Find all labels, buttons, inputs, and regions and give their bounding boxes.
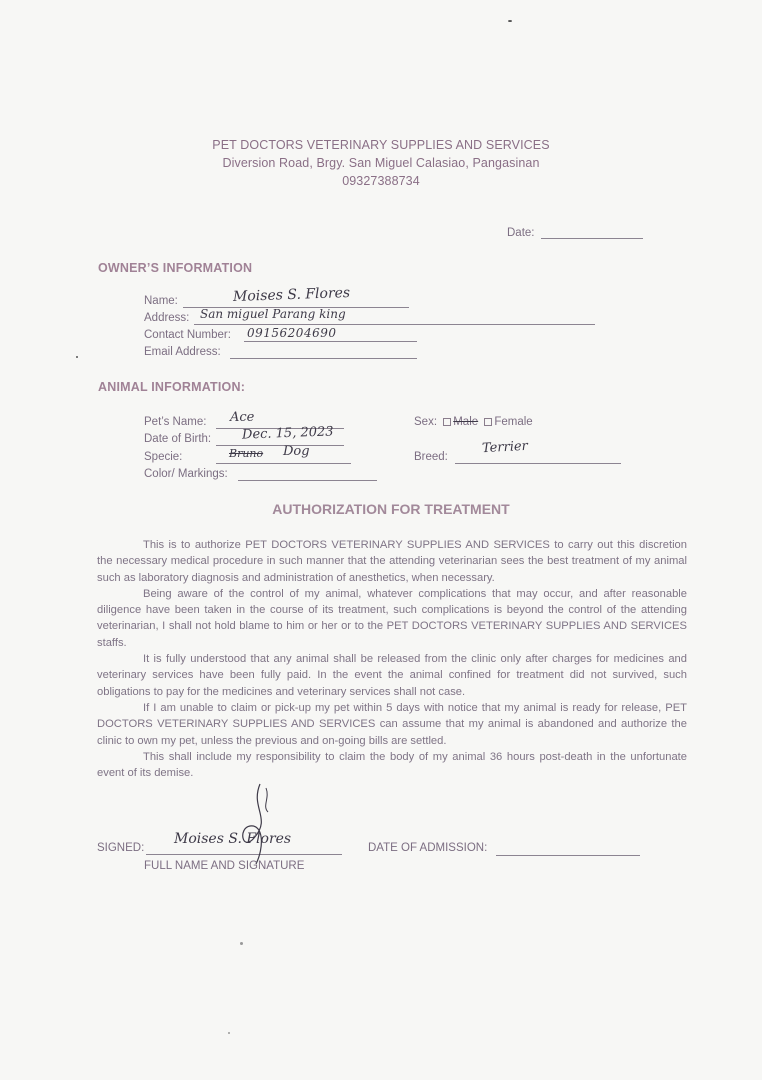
email-label: Email Address: — [144, 346, 221, 358]
authorization-body — [97, 537, 687, 781]
scan-speck — [240, 942, 243, 945]
date-label: Date: — [507, 227, 535, 239]
female-checkbox[interactable] — [484, 418, 492, 426]
email-field[interactable] — [230, 358, 417, 359]
sex-label: Sex: — [414, 416, 438, 428]
company-phone: 09327388734 — [342, 174, 420, 188]
date-of-admission-field[interactable] — [496, 855, 640, 856]
dob-handwriting: Dec. 15, 2023 — [241, 424, 334, 443]
scan-speck — [228, 1032, 230, 1034]
company-name: PET DOCTORS VETERINARY SUPPLIES AND SERVICES — [212, 138, 550, 152]
scan-speck — [508, 20, 512, 22]
signed-label: SIGNED: — [97, 842, 145, 854]
scan-speck — [76, 356, 78, 358]
owner-address-handwriting: San miguel Parang king — [200, 307, 346, 321]
pet-name-handwriting: Ace — [230, 410, 255, 425]
animal-heading: ANIMAL INFORMATION: — [98, 380, 246, 394]
specie-struck-handwriting: Bruno — [229, 447, 264, 460]
dob-field[interactable] — [216, 445, 344, 446]
company-address: Diversion Road, Brgy. San Miguel Calasiao, Pangasinan — [222, 156, 540, 170]
pet-name-label: Pet’s Name: — [144, 416, 207, 428]
breed-field[interactable] — [455, 463, 621, 464]
color-markings-field[interactable] — [238, 480, 377, 481]
owner-heading: OWNER’S INFORMATION — [98, 261, 253, 275]
breed-label: Breed: — [414, 451, 448, 463]
authorization-title: AUTHORIZATION FOR TREATMENT — [272, 501, 510, 517]
owner-address-label: Address: — [144, 312, 190, 324]
color-markings-label: Color/ Markings: — [144, 468, 228, 480]
male-checkbox[interactable] — [443, 418, 451, 426]
specie-field[interactable] — [216, 463, 351, 464]
authorization-paragraph: Being aware of the control of my animal, whatever complications that may occur, and after reasonable diligence have been taken in the course of its treatment, such complications is beyond the control of the attending veterinarian, I shall not hold blame to him or her or to the PET DOCTORS VETERINARY SUPPLIES AND SERVICES staffs. — [97, 587, 687, 649]
signature-caption: FULL NAME AND SIGNATURE — [144, 860, 305, 872]
dob-label: Date of Birth: — [144, 433, 212, 445]
male-option-label: Male — [453, 416, 479, 428]
signature-handwriting: Moises S. Flores — [174, 831, 292, 847]
sex-options — [414, 416, 533, 428]
breed-handwriting: Terrier — [481, 438, 529, 457]
contact-number-label: Contact Number: — [144, 329, 231, 341]
owner-name-label: Name: — [144, 295, 178, 307]
authorization-paragraph: If I am unable to claim or pick-up my pet within 5 days with notice that my animal is ready for release, PET DOCTORS VETERINARY SUPPLIES AND SERVICES can assume that my animal is abandoned and authorize the clinic to own my pet, unless the previous and on-going bills are settled. — [97, 701, 687, 747]
date-of-admission-label: DATE OF ADMISSION: — [368, 842, 488, 854]
contact-number-field[interactable] — [244, 341, 417, 342]
authorization-paragraph: This shall include my responsibility to claim the body of my animal 36 hours post-death in the unfortunate event of its demise. — [97, 750, 687, 780]
specie-handwriting: Dog — [283, 444, 310, 459]
date-field[interactable] — [541, 238, 643, 239]
authorization-paragraph: It is fully understood that any animal shall be released from the clinic only after charges for medicines and veterinary services have been fully paid. In the event the animal confined for treatment did not survived, such obligations to pay for the medicines and veterinary services shall not case. — [97, 653, 687, 698]
owner-name-handwriting: Moises S. Flores — [232, 284, 351, 306]
owner-address-field[interactable] — [194, 324, 595, 325]
female-option-label: Female — [494, 416, 533, 428]
specie-label: Specie: — [144, 451, 183, 463]
signature-flourish — [220, 778, 300, 868]
authorization-paragraph: This is to authorize PET DOCTORS VETERINARY SUPPLIES AND SERVICES to carry out this discretion the necessary medical procedure in such manner that the attending veterinarian sees the best treatment of my animal such as laboratory diagnosis and administration of anesthetics, when necessary. — [97, 539, 687, 584]
contact-number-handwriting: 09156204690 — [247, 326, 337, 340]
